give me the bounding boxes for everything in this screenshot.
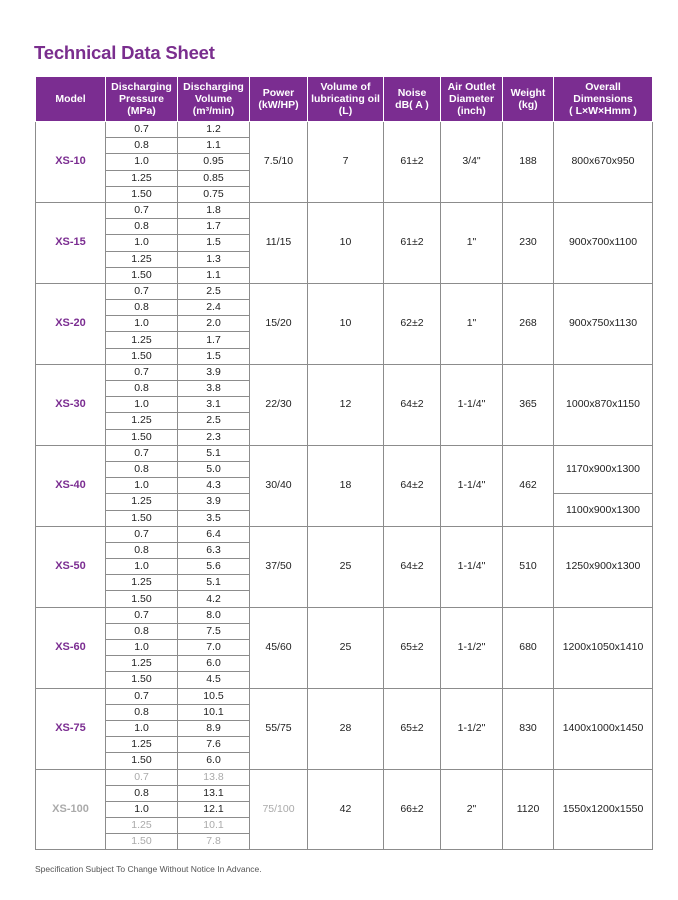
pressure-cell: 1.50	[106, 753, 178, 769]
pressure-cell: 1.0	[106, 316, 178, 332]
volume-cell: 5.1	[178, 575, 250, 591]
oil-cell: 25	[308, 607, 384, 688]
power-cell: 30/40	[250, 445, 308, 526]
model-cell: XS-15	[36, 202, 106, 283]
oil-cell: 10	[308, 202, 384, 283]
pressure-cell: 1.50	[106, 348, 178, 364]
pressure-cell: 1.0	[106, 559, 178, 575]
volume-cell: 2.4	[178, 300, 250, 316]
outlet-cell: 1"	[441, 283, 503, 364]
noise-cell: 64±2	[384, 526, 441, 607]
volume-cell: 1.7	[178, 332, 250, 348]
power-cell: 75/100	[250, 769, 308, 850]
pressure-cell: 1.0	[106, 235, 178, 251]
power-cell: 37/50	[250, 526, 308, 607]
volume-cell: 3.1	[178, 397, 250, 413]
volume-cell: 7.5	[178, 623, 250, 639]
pressure-cell: 1.25	[106, 575, 178, 591]
pressure-cell: 1.0	[106, 397, 178, 413]
model-cell: XS-40	[36, 445, 106, 526]
weight-cell: 268	[503, 283, 554, 364]
pressure-cell: 0.8	[106, 785, 178, 801]
outlet-cell: 1-1/2"	[441, 688, 503, 769]
pressure-cell: 1.50	[106, 834, 178, 850]
noise-cell: 66±2	[384, 769, 441, 850]
model-cell: XS-10	[36, 122, 106, 203]
noise-cell: 64±2	[384, 445, 441, 526]
power-cell: 22/30	[250, 364, 308, 445]
pressure-cell: 1.0	[106, 720, 178, 736]
technical-data-table	[35, 76, 653, 850]
pressure-cell: 1.25	[106, 332, 178, 348]
pressure-cell: 0.7	[106, 364, 178, 380]
table-header-row	[36, 77, 653, 122]
pressure-cell: 1.50	[106, 510, 178, 526]
pressure-cell: 0.8	[106, 381, 178, 397]
table-row	[36, 202, 653, 218]
volume-cell: 6.4	[178, 526, 250, 542]
volume-cell: 1.8	[178, 202, 250, 218]
outlet-cell: 1-1/2"	[441, 607, 503, 688]
weight-cell: 510	[503, 526, 554, 607]
outlet-cell: 2"	[441, 769, 503, 850]
pressure-cell: 1.50	[106, 267, 178, 283]
volume-cell: 3.5	[178, 510, 250, 526]
footnote: Specification Subject To Change Without Notice In Advance.	[35, 864, 262, 874]
power-cell: 45/60	[250, 607, 308, 688]
noise-cell: 65±2	[384, 688, 441, 769]
volume-cell: 0.85	[178, 170, 250, 186]
volume-cell: 5.1	[178, 445, 250, 461]
pressure-cell: 0.8	[106, 542, 178, 558]
pressure-cell: 1.0	[106, 640, 178, 656]
power-cell: 7.5/10	[250, 122, 308, 203]
model-cell: XS-75	[36, 688, 106, 769]
weight-cell: 230	[503, 202, 554, 283]
dimensions-cell: 1550x1200x1550	[554, 769, 653, 850]
pressure-cell: 0.7	[106, 607, 178, 623]
pressure-cell: 0.7	[106, 122, 178, 138]
dimensions-cell: 1250x900x1300	[554, 526, 653, 607]
pressure-cell: 0.7	[106, 688, 178, 704]
weight-cell: 680	[503, 607, 554, 688]
dimensions-cell: 800x670x950	[554, 122, 653, 203]
pressure-cell: 1.50	[106, 591, 178, 607]
weight-cell: 830	[503, 688, 554, 769]
volume-cell: 5.6	[178, 559, 250, 575]
volume-cell: 2.5	[178, 283, 250, 299]
table-row	[36, 122, 653, 138]
noise-cell: 61±2	[384, 202, 441, 283]
noise-cell: 65±2	[384, 607, 441, 688]
pressure-cell: 0.8	[106, 623, 178, 639]
volume-cell: 13.1	[178, 785, 250, 801]
volume-cell: 10.5	[178, 688, 250, 704]
volume-cell: 8.0	[178, 607, 250, 623]
table-row	[36, 607, 653, 623]
volume-cell: 0.95	[178, 154, 250, 170]
volume-cell: 6.3	[178, 542, 250, 558]
model-cell: XS-30	[36, 364, 106, 445]
volume-cell: 3.8	[178, 381, 250, 397]
outlet-cell: 1-1/4"	[441, 526, 503, 607]
volume-cell: 5.0	[178, 461, 250, 477]
pressure-cell: 0.8	[106, 300, 178, 316]
pressure-cell: 1.25	[106, 737, 178, 753]
pressure-cell: 0.7	[106, 202, 178, 218]
oil-cell: 28	[308, 688, 384, 769]
header-noise: Noise dB( A )	[384, 77, 441, 122]
pressure-cell: 0.8	[106, 138, 178, 154]
outlet-cell: 1"	[441, 202, 503, 283]
header-oil: Volume of lubricating oil (L)	[308, 77, 384, 122]
volume-cell: 8.9	[178, 720, 250, 736]
header-dimensions: Overall Dimensions ( L×W×Hmm )	[554, 77, 653, 122]
power-cell: 11/15	[250, 202, 308, 283]
table-row	[36, 769, 653, 785]
pressure-cell: 0.7	[106, 769, 178, 785]
volume-cell: 3.9	[178, 364, 250, 380]
pressure-cell: 1.50	[106, 186, 178, 202]
noise-cell: 64±2	[384, 364, 441, 445]
header-pressure: Discharging Pressure (MPa)	[106, 77, 178, 122]
pressure-cell: 1.50	[106, 429, 178, 445]
oil-cell: 42	[308, 769, 384, 850]
pressure-cell: 1.25	[106, 818, 178, 834]
volume-cell: 3.9	[178, 494, 250, 510]
dimensions-cell: 1100x900x1300	[554, 494, 653, 526]
volume-cell: 7.8	[178, 834, 250, 850]
table-row	[36, 445, 653, 461]
volume-cell: 6.0	[178, 656, 250, 672]
volume-cell: 7.0	[178, 640, 250, 656]
header-volume: Discharging Volume (m³/min)	[178, 77, 250, 122]
weight-cell: 365	[503, 364, 554, 445]
volume-cell: 1.1	[178, 267, 250, 283]
volume-cell: 10.1	[178, 818, 250, 834]
oil-cell: 18	[308, 445, 384, 526]
volume-cell: 4.5	[178, 672, 250, 688]
pressure-cell: 1.25	[106, 494, 178, 510]
table-row	[36, 688, 653, 704]
pressure-cell: 0.8	[106, 219, 178, 235]
oil-cell: 10	[308, 283, 384, 364]
pressure-cell: 1.25	[106, 656, 178, 672]
volume-cell: 2.0	[178, 316, 250, 332]
dimensions-cell: 1170x900x1300	[554, 445, 653, 494]
pressure-cell: 1.0	[106, 154, 178, 170]
weight-cell: 188	[503, 122, 554, 203]
dimensions-cell: 1400x1000x1450	[554, 688, 653, 769]
volume-cell: 2.5	[178, 413, 250, 429]
pressure-cell: 0.7	[106, 283, 178, 299]
weight-cell: 462	[503, 445, 554, 526]
pressure-cell: 1.0	[106, 478, 178, 494]
volume-cell: 4.3	[178, 478, 250, 494]
table-row	[36, 283, 653, 299]
volume-cell: 1.5	[178, 235, 250, 251]
pressure-cell: 0.7	[106, 526, 178, 542]
power-cell: 15/20	[250, 283, 308, 364]
noise-cell: 61±2	[384, 122, 441, 203]
table-row	[36, 526, 653, 542]
volume-cell: 7.6	[178, 737, 250, 753]
power-cell: 55/75	[250, 688, 308, 769]
pressure-cell: 1.25	[106, 413, 178, 429]
oil-cell: 12	[308, 364, 384, 445]
header-outlet: Air Outlet Diameter (inch)	[441, 77, 503, 122]
header-model: Model	[36, 77, 106, 122]
pressure-cell: 1.25	[106, 170, 178, 186]
outlet-cell: 1-1/4"	[441, 364, 503, 445]
volume-cell: 12.1	[178, 801, 250, 817]
pressure-cell: 0.8	[106, 704, 178, 720]
dimensions-cell: 900x700x1100	[554, 202, 653, 283]
model-cell: XS-60	[36, 607, 106, 688]
outlet-cell: 3/4"	[441, 122, 503, 203]
header-power: Power (kW/HP)	[250, 77, 308, 122]
table-body	[36, 122, 653, 850]
volume-cell: 1.5	[178, 348, 250, 364]
dimensions-cell: 1000x870x1150	[554, 364, 653, 445]
volume-cell: 6.0	[178, 753, 250, 769]
volume-cell: 2.3	[178, 429, 250, 445]
volume-cell: 1.7	[178, 219, 250, 235]
pressure-cell: 0.7	[106, 445, 178, 461]
pressure-cell: 0.8	[106, 461, 178, 477]
volume-cell: 1.2	[178, 122, 250, 138]
oil-cell: 7	[308, 122, 384, 203]
volume-cell: 1.3	[178, 251, 250, 267]
table-row	[36, 364, 653, 380]
weight-cell: 1120	[503, 769, 554, 850]
noise-cell: 62±2	[384, 283, 441, 364]
volume-cell: 10.1	[178, 704, 250, 720]
oil-cell: 25	[308, 526, 384, 607]
pressure-cell: 1.0	[106, 801, 178, 817]
volume-cell: 1.1	[178, 138, 250, 154]
header-weight: Weight (kg)	[503, 77, 554, 122]
volume-cell: 4.2	[178, 591, 250, 607]
model-cell: XS-20	[36, 283, 106, 364]
pressure-cell: 1.25	[106, 251, 178, 267]
model-cell: XS-100	[36, 769, 106, 850]
dimensions-cell: 1200x1050x1410	[554, 607, 653, 688]
pressure-cell: 1.50	[106, 672, 178, 688]
page-title: Technical Data Sheet	[34, 42, 215, 63]
volume-cell: 13.8	[178, 769, 250, 785]
dimensions-cell: 900x750x1130	[554, 283, 653, 364]
outlet-cell: 1-1/4"	[441, 445, 503, 526]
volume-cell: 0.75	[178, 186, 250, 202]
model-cell: XS-50	[36, 526, 106, 607]
